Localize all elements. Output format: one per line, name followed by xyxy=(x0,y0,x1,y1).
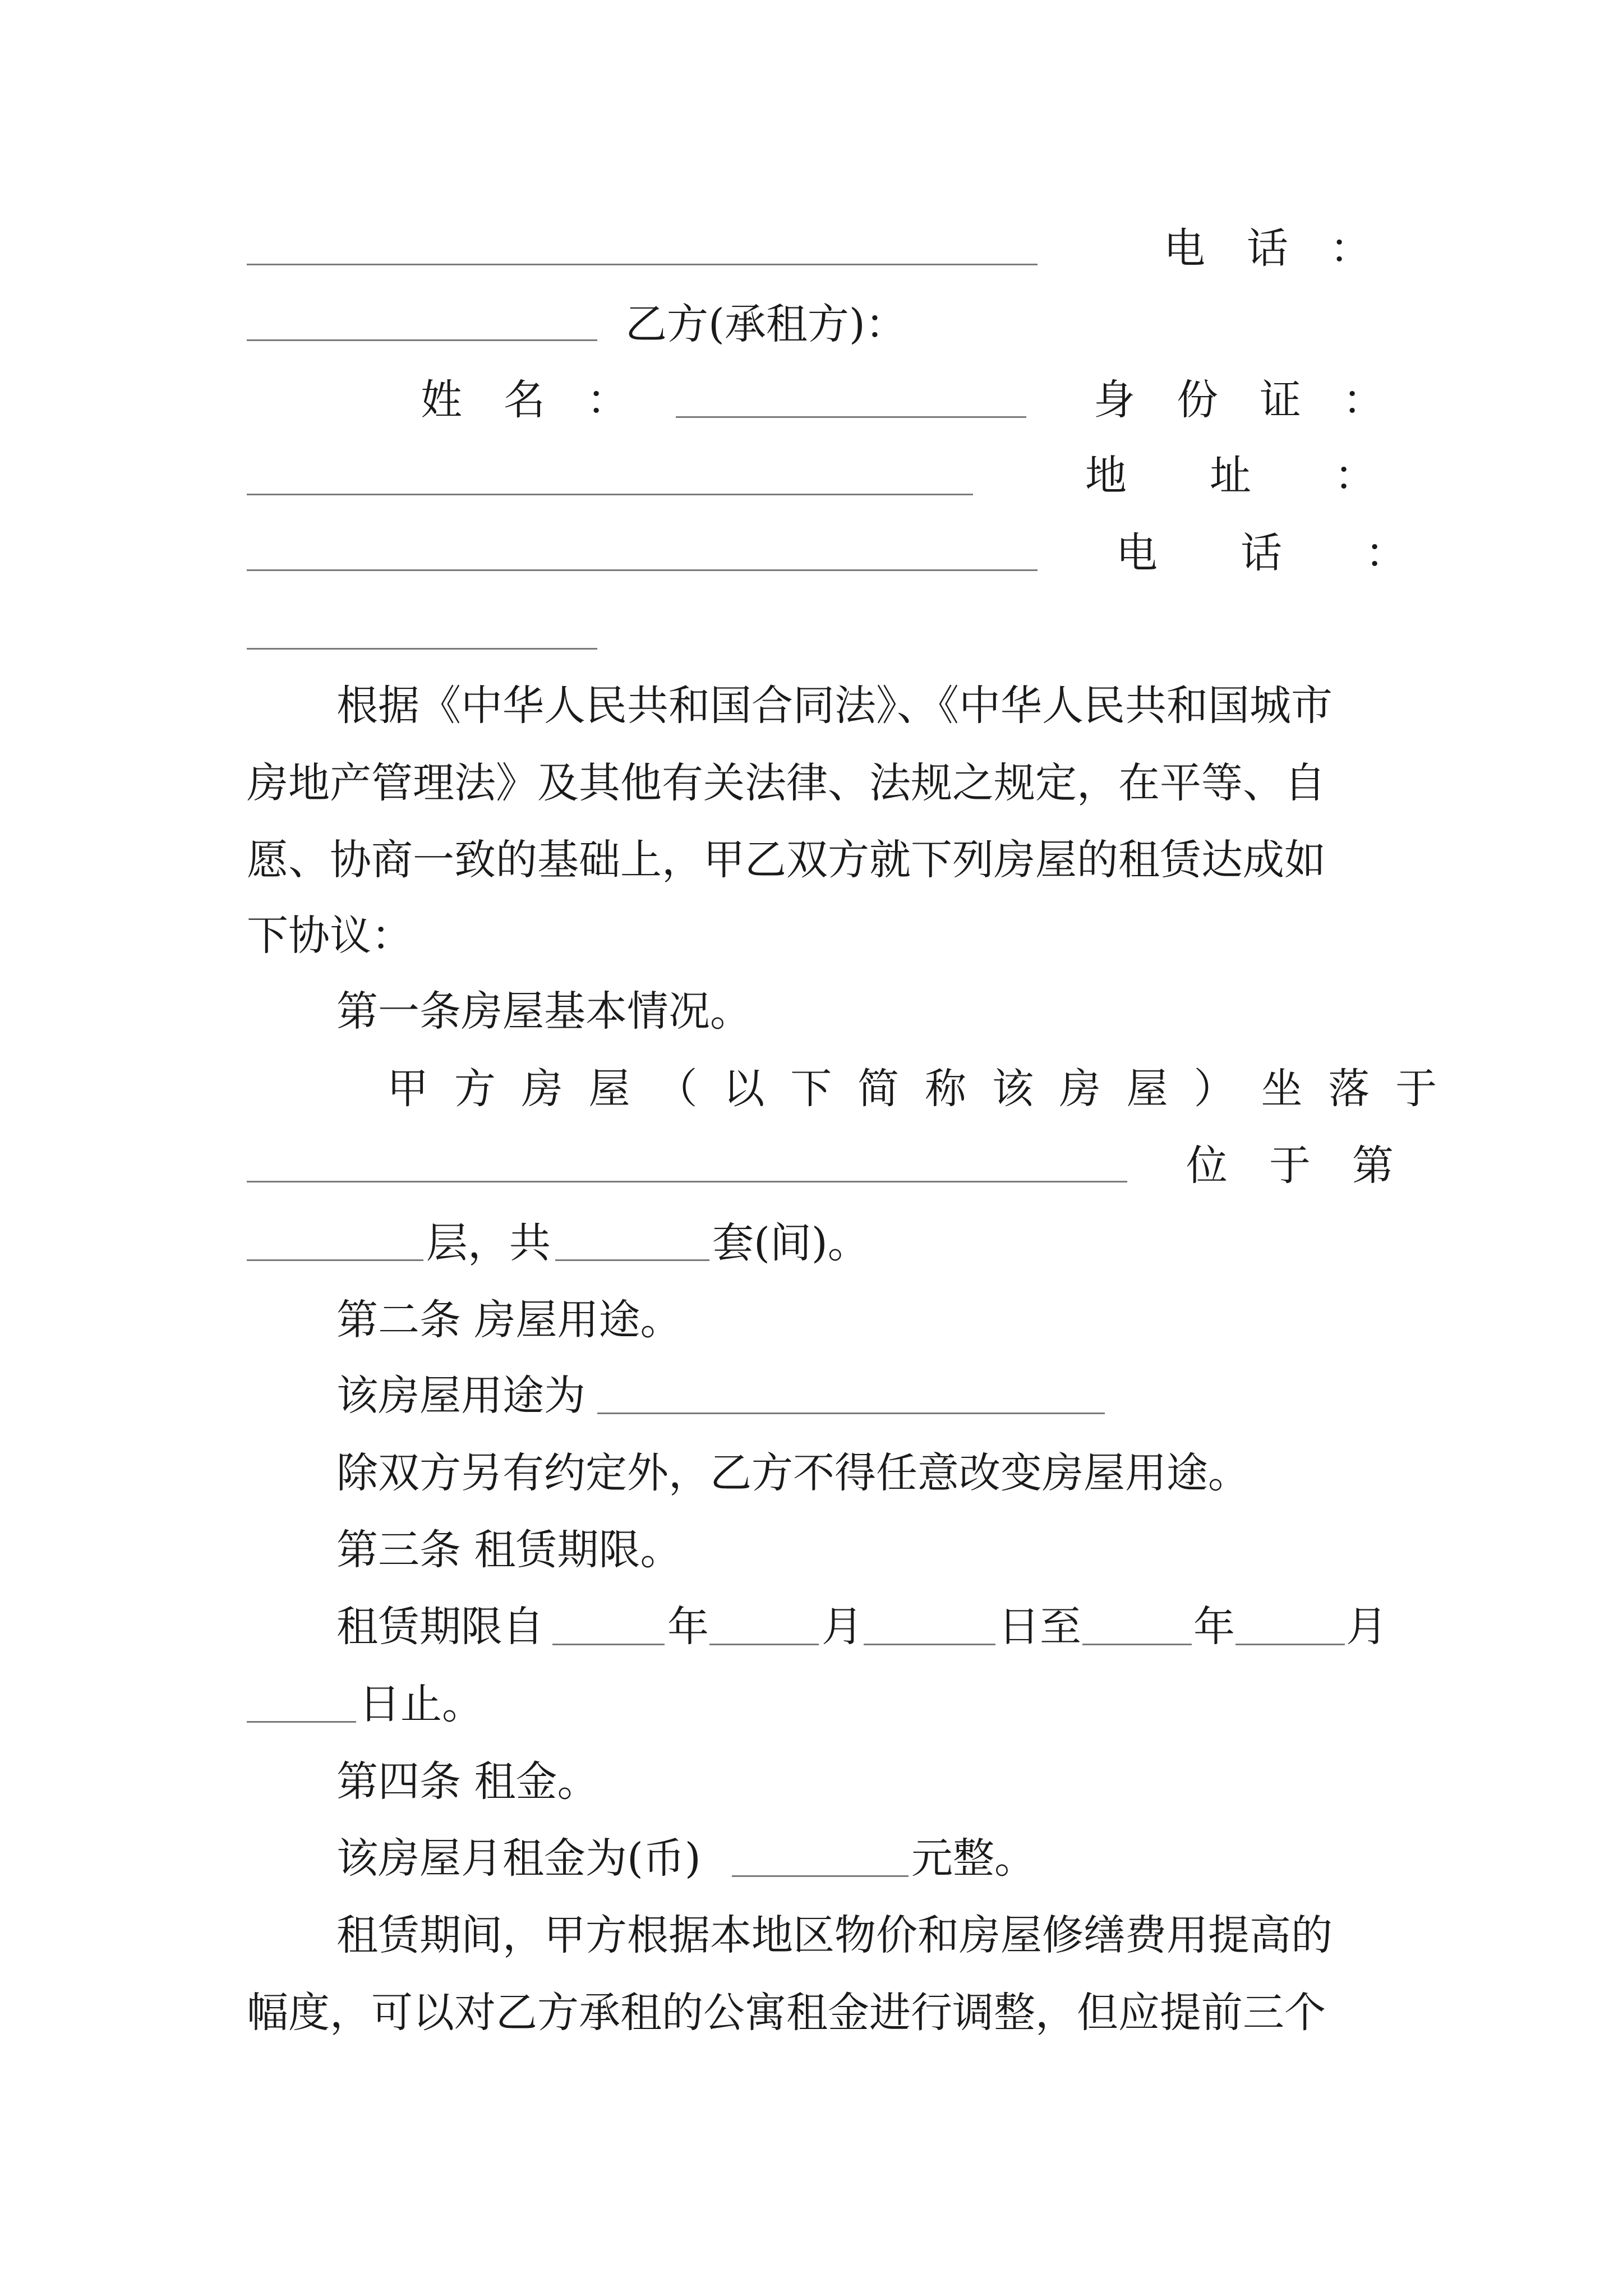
preamble-line: 根据《中华人民共和国合同法》、《中华人民共和国城市 xyxy=(336,682,1332,730)
article1-located-label: 位 于 第 xyxy=(1186,1142,1394,1190)
article3-from-text: 租赁期限自 xyxy=(336,1603,544,1651)
article1-title: 第一条房屋基本情况。 xyxy=(336,987,751,1036)
blank-line[interactable] xyxy=(247,1721,356,1723)
article3-day-to: 日至 xyxy=(998,1603,1081,1651)
blank-line[interactable] xyxy=(555,1259,709,1261)
party-b-id-label: 身 份 证 ： xyxy=(1094,376,1384,424)
party-b-name-label: 姓 名 ： xyxy=(421,376,628,424)
preamble-line: 房地产管理法》及其他有关法律、法规之规定，在平等、自 xyxy=(247,759,1326,807)
blank-line[interactable] xyxy=(247,494,973,495)
party-a-phone-label: 电 话 ： xyxy=(1164,224,1371,273)
article1-location-line: 甲方房屋（以下简称该房屋）坐落于 xyxy=(387,1065,1463,1113)
article4-adjust-line: 租赁期间，甲方根据本地区物价和房屋修缮费用提高的 xyxy=(336,1911,1332,1959)
blank-line[interactable] xyxy=(1235,1644,1345,1645)
article1-floor-text: 层，共 xyxy=(426,1219,551,1267)
article3-month: 月 xyxy=(1346,1603,1387,1651)
party-b-address-label: 地 址 ： xyxy=(1085,452,1376,500)
blank-line[interactable] xyxy=(552,1644,665,1645)
article4-rent-unit: 元整。 xyxy=(911,1834,1036,1883)
article4-adjust-line: 幅度，可以对乙方承租的公寓租金进行调整，但应提前三个 xyxy=(247,1989,1326,2037)
preamble-line: 愿、协商一致的基础上，甲乙双方就下列房屋的租赁达成如 xyxy=(247,836,1326,884)
article3-title: 第三条 租赁期限。 xyxy=(336,1526,682,1574)
article2-title: 第二条 房屋用途。 xyxy=(336,1296,682,1344)
blank-line[interactable] xyxy=(676,416,1026,418)
blank-line[interactable] xyxy=(247,339,597,341)
article3-year: 年 xyxy=(667,1603,709,1651)
article2-restriction: 除双方另有约定外，乙方不得任意改变房屋用途。 xyxy=(336,1449,1249,1497)
blank-line[interactable] xyxy=(597,1412,1105,1414)
party-b-heading: 乙方(承租方)： xyxy=(625,300,907,348)
blank-line[interactable] xyxy=(247,1181,1127,1182)
article3-year: 年 xyxy=(1193,1603,1235,1651)
blank-line[interactable] xyxy=(247,1259,423,1261)
article3-end-text: 日止。 xyxy=(359,1680,483,1728)
blank-line[interactable] xyxy=(709,1644,819,1645)
blank-line[interactable] xyxy=(247,648,597,650)
article1-units-text: 套(间)。 xyxy=(712,1219,869,1267)
blank-line[interactable] xyxy=(1082,1644,1192,1645)
article4-title: 第四条 租金。 xyxy=(336,1757,599,1806)
blank-line[interactable] xyxy=(864,1644,995,1645)
article4-rent-text: 该房屋月租金为(币) xyxy=(336,1834,701,1883)
blank-line[interactable] xyxy=(247,569,1038,571)
article2-use-text: 该房屋用途为 xyxy=(336,1372,585,1420)
party-b-phone-label: 电 话 ： xyxy=(1116,529,1407,577)
preamble-line: 下协议： xyxy=(247,912,413,960)
blank-line[interactable] xyxy=(732,1875,909,1877)
blank-line[interactable] xyxy=(247,264,1038,265)
article3-month: 月 xyxy=(822,1603,863,1651)
